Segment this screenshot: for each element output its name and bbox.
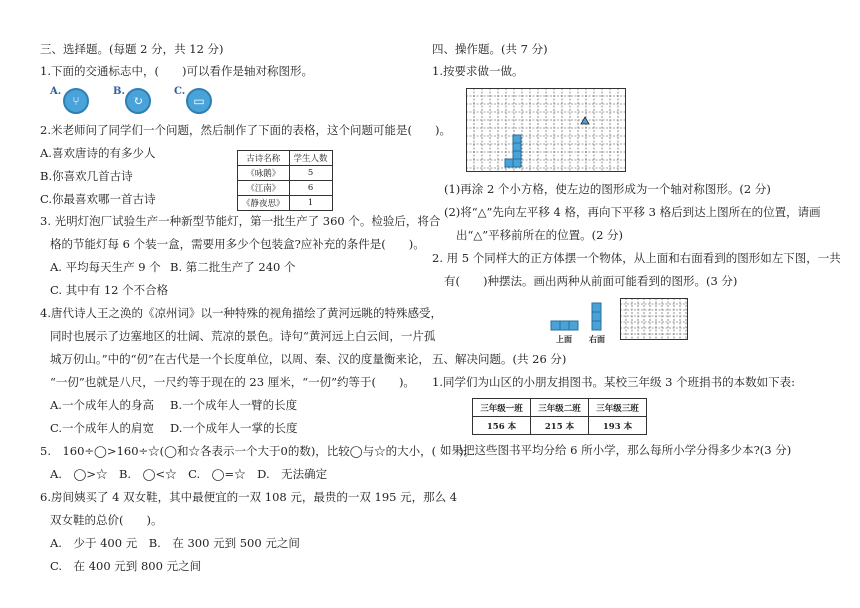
vehicle-sign-icon: ▭ xyxy=(186,88,212,114)
books-table-cell: 193 本 xyxy=(589,417,647,435)
poem-table-header: 古诗名称 xyxy=(238,151,290,166)
op-q1-sub2-line: 出“△”平移前所在的位置。(2 分) xyxy=(456,228,624,242)
q3-line: 格的节能灯每 6 个装一盒，需要用多少个包装盒?应补充的条件是( )。 xyxy=(50,237,425,251)
q3-option-a: A. 平均每天生产 9 个 xyxy=(50,260,161,274)
q5-options: A. ◯>☆ B. ◯<☆ C. ◯=☆ D. 无法确定 xyxy=(50,467,328,481)
q1-option-b: B. xyxy=(113,86,125,97)
books-table xyxy=(472,398,647,435)
op-q1-title: 1.按要求做一做。 xyxy=(432,64,524,78)
books-table-header: 三年级一班 xyxy=(473,399,531,417)
poem-table-cell: 《江南》 xyxy=(238,181,290,196)
q4-option-a: A.一个成年人的身高 xyxy=(50,398,154,412)
q5-text: 5. 160÷◯>160÷☆(◯和☆各表示一个大于0的数)，比较◯与☆的大小，( )。 xyxy=(40,444,476,458)
q3-option-c: C. 其中有 12 个不合格 xyxy=(50,283,169,297)
q4-option-b: B.一个成年人一臂的长度 xyxy=(170,398,298,412)
poem-table-cell: 5 xyxy=(289,166,332,181)
q4-line: 同时也展示了边塞地区的壮阔、荒凉的景色。诗句“黄河远上白云间，一片孤 xyxy=(50,329,436,343)
q6-options: C. 在 400 元到 800 元之间 xyxy=(50,559,202,573)
roundabout-sign-icon: ↻ xyxy=(125,88,151,114)
right-view-label: 右面 xyxy=(589,334,605,344)
triangle-icon xyxy=(581,117,589,124)
q2-text: 2.米老师问了同学们一个问题，然后制作了下面的表格，这个问题可能是( )。 xyxy=(40,123,451,137)
drawing-grid[interactable] xyxy=(620,298,688,340)
q6-line: 6.房间姨买了 4 双女鞋，其中最便宜的一双 108 元，最贵的一双 195 元，那么 4 xyxy=(40,490,458,504)
q4-option-d: D.一个成年人一掌的长度 xyxy=(170,421,298,435)
grid-border xyxy=(621,299,688,340)
q3-option-b: B. 第二批生产了 240 个 xyxy=(170,260,296,274)
q2-option-c: C.你最喜欢哪一首古诗 xyxy=(40,192,156,206)
section4-title: 四、操作题。(共 7 分) xyxy=(432,42,548,56)
poem-table-cell: 1 xyxy=(289,196,332,211)
q1-option-a: A. xyxy=(50,86,62,97)
books-table-header: 三年级二班 xyxy=(531,399,589,417)
poem-table-cell: 6 xyxy=(289,181,332,196)
solve-q1-question: 如果把这些图书平均分给 6 所小学，那么每所小学分得多少本?(3 分) xyxy=(440,443,792,457)
op-q1-sub2-line: (2)将“△”先向左平移 4 格，再向下平移 3 格后到达上图所在的位置，请画 xyxy=(444,205,821,219)
q2-option-a: A.喜欢唐诗的有多少人 xyxy=(40,146,156,160)
q4-line: 4.唐代诗人王之涣的《凉州词》以一种特殊的视角描绘了黄河远眺的特殊感受， xyxy=(40,306,442,320)
books-table-cell: 156 本 xyxy=(473,417,531,435)
q6-line: 双女鞋的总价( )。 xyxy=(50,513,163,527)
q4-line: 城万仞山。”中的“仞”在古代是一个长度单位，以周、秦、汉的度量衡来论， xyxy=(50,352,430,366)
op-q2-line: 2. 用 5 个同样大的正方体摆一个物体，从上面和右面看到的图形如左下图，一共 xyxy=(432,251,841,265)
top-view-label: 上面 xyxy=(556,334,572,344)
poem-table-header: 学生人数 xyxy=(289,151,332,166)
op-q2-line: 有( )种摆法。画出两种从前面可能看到的图形。(3 分) xyxy=(444,274,738,288)
poem-table xyxy=(237,150,333,211)
fork-road-sign-icon: ⑂ xyxy=(63,88,89,114)
q2-option-b: B.你喜欢几首古诗 xyxy=(40,169,133,183)
books-table-cell: 215 本 xyxy=(531,417,589,435)
top-view-figure xyxy=(550,300,610,332)
q1-text: 1.下面的交通标志中，( )可以看作是轴对称图形。 xyxy=(40,64,313,78)
op-q1-sub1: (1)再涂 2 个小方格，使左边的图形成为一个轴对称图形。(2 分) xyxy=(444,182,771,196)
poem-table-cell: 《咏鹅》 xyxy=(238,166,290,181)
solve-q1-text: 1.同学们为山区的小朋友捐图书。某校三年级 3 个班捐书的本数如下表: xyxy=(432,375,795,389)
q6-options: A. 少于 400 元 B. 在 300 元到 500 元之间 xyxy=(50,536,300,550)
q4-option-c: C.一个成年人的肩宽 xyxy=(50,421,155,435)
q4-line: “一仞”也就是八尺，一尺约等于现在的 23 厘米，“一仞”约等于( )。 xyxy=(50,375,415,389)
section5-title: 五、解决问题。(共 26 分) xyxy=(432,352,567,366)
blue-shape xyxy=(505,135,521,167)
symmetry-grid[interactable] xyxy=(466,88,626,172)
poem-table-cell: 《静夜思》 xyxy=(238,196,290,211)
q1-option-c: C. xyxy=(174,86,186,97)
section3-title: 三、选择题。(每题 2 分，共 12 分) xyxy=(40,42,224,56)
q3-line: 3. 光明灯泡厂试验生产一种新型节能灯，第一批生产了 360 个。检验后，将合 xyxy=(40,214,441,228)
books-table-header: 三年级三班 xyxy=(589,399,647,417)
